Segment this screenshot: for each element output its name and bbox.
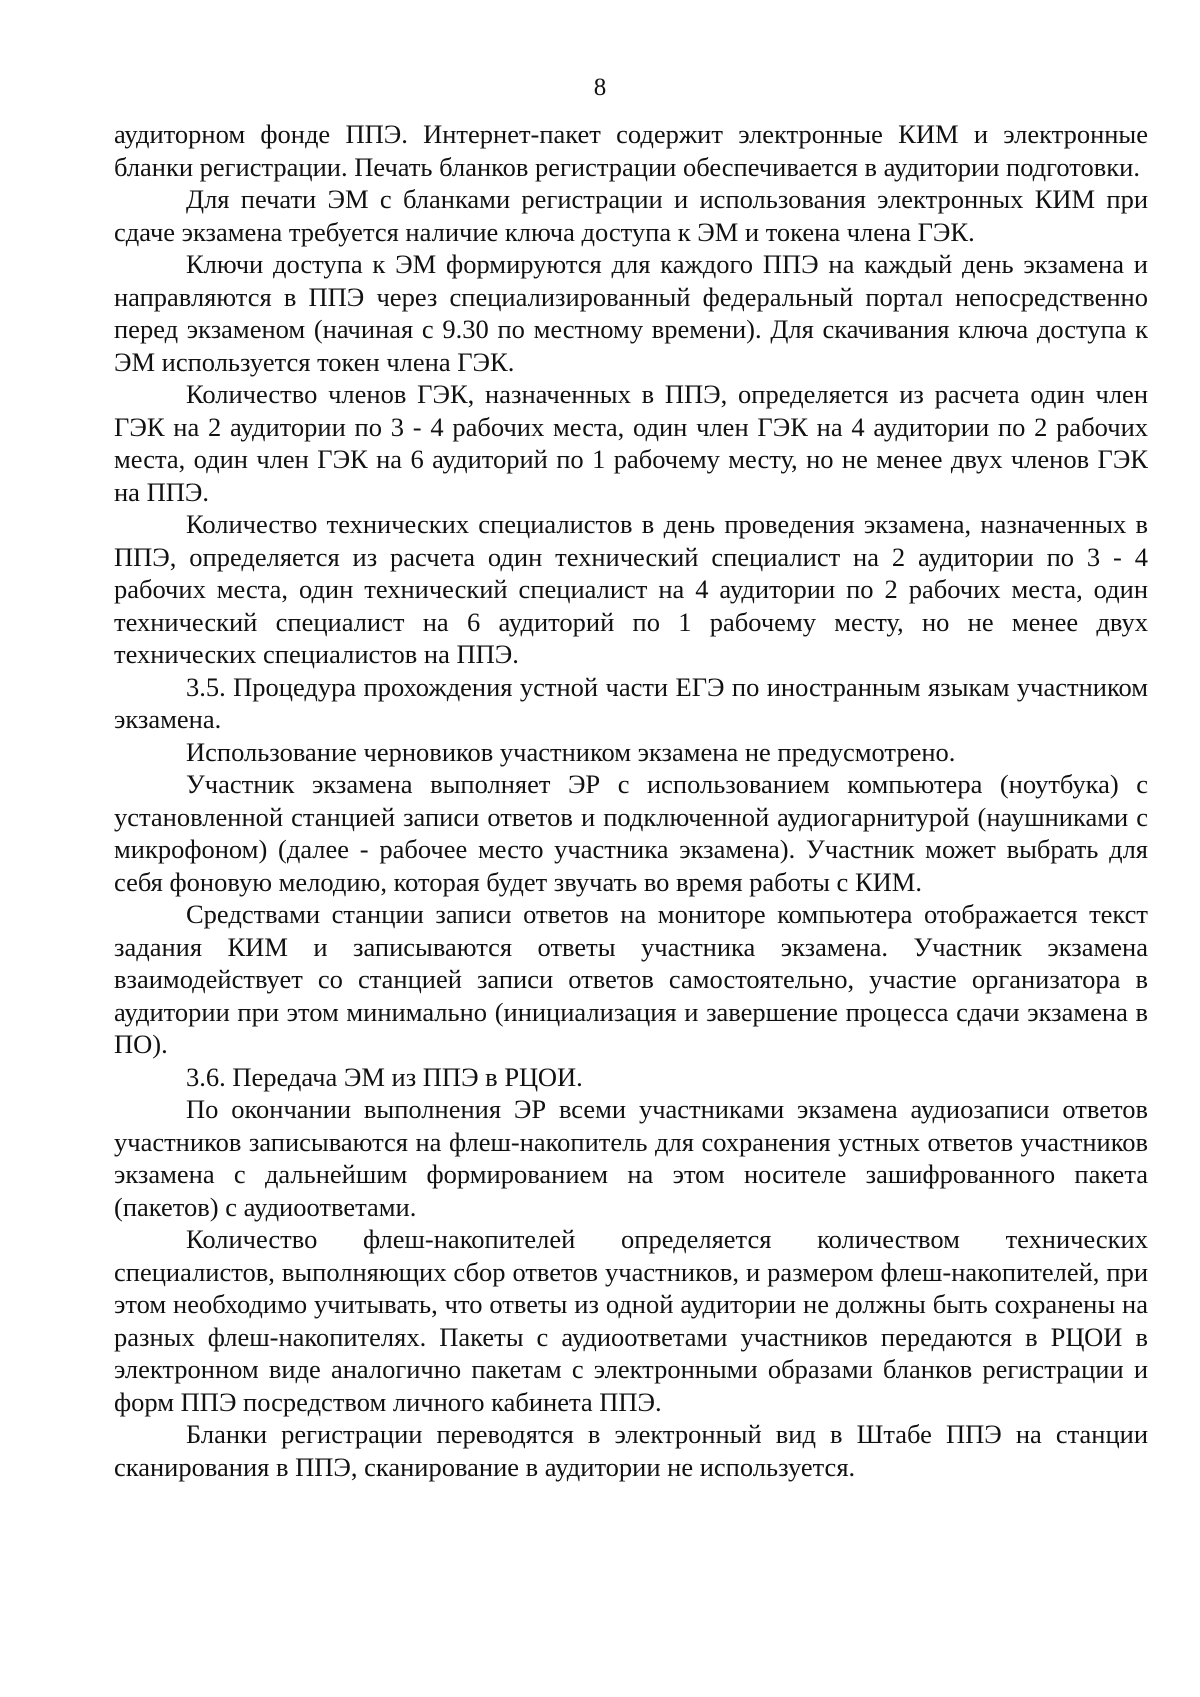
paragraph-access-keys: Ключи доступа к ЭМ формируются для каждого ППЭ на каждый день экзамена и направляются в ППЭ через специализированный федеральный портал непосредственно перед экзаменом (начиная с 9.30 по местному времени). Для скачивания ключа доступа к ЭМ используется токен члена ГЭК. xyxy=(114,249,1148,377)
paragraph-workstation: Участник экзамена выполняет ЭР с использованием компьютера (ноутбука) с установленной станцией записи ответов и подключенной аудиогарнитурой (наушниками с микрофоном) (далее - рабочее место участника экзамена). Участник может выбрать для себя фоновую мелодию, которая будет звучать во время работы с КИМ. xyxy=(114,769,1148,897)
paragraph-scanning: Бланки регистрации переводятся в электронный вид в Штабе ППЭ на станции сканирования в ППЭ, сканирование в аудитории не используется. xyxy=(114,1419,1148,1482)
paragraph-audio-export: По окончании выполнения ЭР всеми участниками экзамена аудиозаписи ответов участников записываются на флеш-накопитель для сохранения устных ответов участников экзамена с дальнейшим формированием на этом носителе зашифрованного пакета (пакетов) с аудиоответами. xyxy=(114,1094,1148,1222)
page-number: 8 xyxy=(593,74,607,101)
document-body xyxy=(114,118,1148,1483)
paragraph-gek-members-count: Количество членов ГЭК, назначенных в ППЭ, определяется из расчета один член ГЭК на 2 аудитории по 3 - 4 рабочих места, один член ГЭК на 4 аудитории по 2 рабочих места, один член ГЭК на 6 аудиторий по 1 рабочему месту, но не менее двух членов ГЭК на ППЭ. xyxy=(114,379,1148,507)
section-heading-3-6: 3.6. Передача ЭМ из ППЭ в РЦОИ. xyxy=(186,1061,583,1092)
paragraph-continuation: аудиторном фонде ППЭ. Интернет-пакет содержит электронные КИМ и электронные бланки регистрации. Печать бланков регистрации обеспечивается в аудитории подготовки. xyxy=(114,119,1148,182)
paragraph-tech-specialists-count: Количество технических специалистов в день проведения экзамена, назначенных в ППЭ, определяется из расчета один технический специалист на 2 аудитории по 3 - 4 рабочих места, один технический специалист на 4 аудитории по 2 рабочих места, один технический специалист на 6 аудиторий по 1 рабочему месту, но не менее двух технических специалистов на ППЭ. xyxy=(114,509,1148,669)
paragraph-drafts: Использование черновиков участником экзамена не предусмотрено. xyxy=(186,736,956,767)
paragraph-flash-drives: Количество флеш-накопителей определяется количеством технических специалистов, выполняющих сбор ответов участников, и размером флеш-накопителей, при этом необходимо учитывать, что ответы из одной аудитории не должны быть сохранены на разных флеш-накопителях. Пакеты с аудиоответами участников передаются в РЦОИ в электронном виде аналогично пакетам с электронными образами бланков регистрации и форм ППЭ посредством личного кабинета ППЭ. xyxy=(114,1224,1148,1417)
section-heading-3-5: 3.5. Процедура прохождения устной части ЕГЭ по иностранным языкам участником экзамена. xyxy=(114,671,1148,734)
paragraph-print-requirements: Для печати ЭМ с бланками регистрации и использования электронных КИМ при сдаче экзамена требуется наличие ключа доступа к ЭМ и токена члена ГЭК. xyxy=(114,184,1148,247)
paragraph-recording-station: Средствами станции записи ответов на мониторе компьютера отображается текст задания КИМ и записываются ответы участника экзамена. Участник экзамена взаимодействует со станцией записи ответов самостоятельно, участие организатора в аудитории при этом минимально (инициализация и завершение процесса сдачи экзамена в ПО). xyxy=(114,899,1148,1059)
